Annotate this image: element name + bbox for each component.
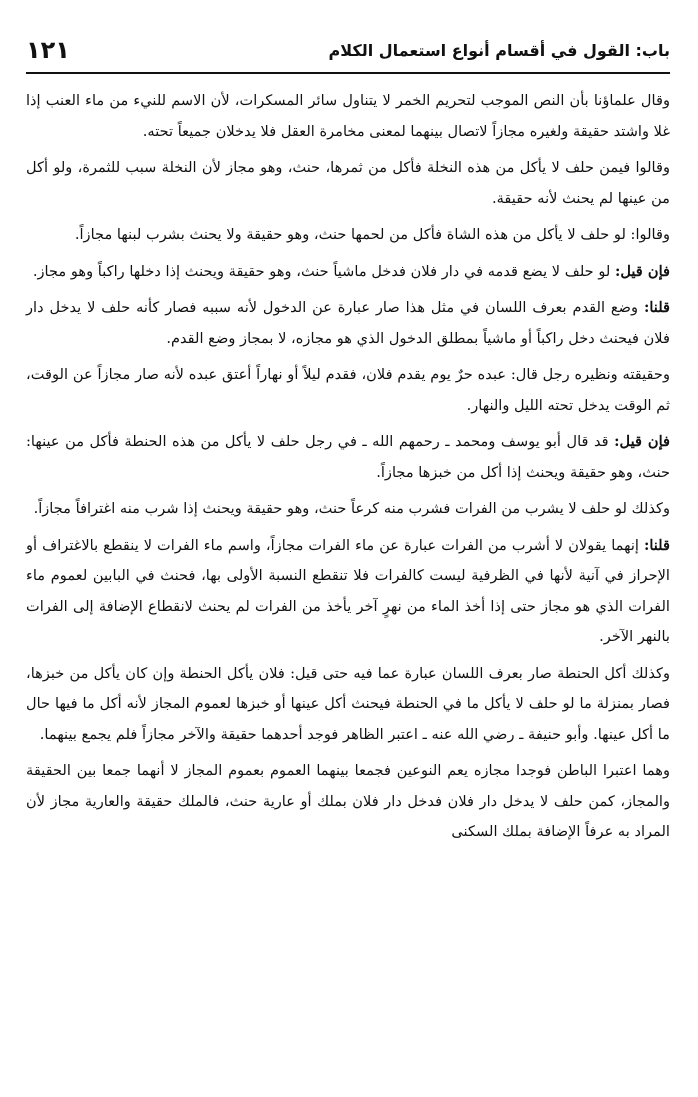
page-body: [26, 86, 670, 848]
paragraph-lead: قلنا:: [643, 536, 670, 554]
paragraph-text: وقالوا فيمن حلف لا يأكل من هذه النخلة فأكل من ثمرها، حنث، وهو مجاز لأن النخلة سبب للثمرة، ولو أكل من عينها لم يحنث لأنه حقيقة.: [26, 159, 670, 207]
page-number: ١٢١: [26, 36, 70, 64]
paragraph: [26, 427, 670, 488]
paragraph-text: لو حلف لا يضع قدمه في دار فلان فدخل ماشياً حنث، وهو حقيقة ويحنث إذا دخلها راكباً وهو مجاز.: [32, 262, 611, 280]
paragraph: [26, 531, 670, 653]
paragraph-text: قد قال أبو يوسف ومحمد ـ رحمهم الله ـ في رجل حلف لا يأكل من هذه الحنطة فأكل من عينها: حنث، وهو حقيقة ويحنث إذا أكل من خبزها مجازاً.: [26, 433, 670, 481]
paragraph-text: وحقيقته ونظيره رجل قال: عبده حرٌ يوم يقدم فلان، فقدم ليلاً أو نهاراً أعتق عبده لأنه صار مجازاً عن الوقت، ثم الوقت يدخل تحته الليل والنهار.: [26, 366, 670, 414]
paragraph: [26, 86, 670, 147]
paragraph-lead: فإن قيل:: [614, 433, 671, 450]
paragraph: [26, 220, 670, 251]
paragraph: [26, 153, 670, 214]
paragraph: [26, 494, 670, 525]
paragraph: [26, 257, 670, 288]
paragraph-text: وكذلك لو حلف لا يشرب من الفرات فشرب منه كرعاً حنث، وهو حقيقة ويحنث إذا شرب منه اغترافاً مجازاً.: [33, 500, 670, 517]
paragraph: [26, 659, 670, 751]
paragraph-text: وقالوا: لو حلف لا يأكل من هذه الشاة فأكل من لحمها حنث، وهو حقيقة ولا يحنث بشرب لبنها مجازاً.: [74, 226, 670, 243]
paragraph-text: وكذلك أكل الحنطة صار بعرف اللسان عبارة عما فيه حتى قيل: فلان يأكل الحنطة وإن كان يأكل من خبزها، فصار بمنزلة ما لو حلف لا يأكل ما في الحنطة فيحنث أكل عينها أو خبزها لعموم المجاز لأنه أكل ما فيها حال ما أكل عينها. وأبو حنيفة ـ رضي الله عنه ـ اعتبر الظاهر فوجد أحدهما حقيقة والآخر مجازاً فلم يجمع بينهما.: [26, 664, 670, 743]
page-header: [26, 30, 670, 74]
paragraph-text: وضع القدم بعرف اللسان في مثل هذا صار عبارة عن الدخول لأنه سببه فصار كأنه حلف لا يدخل دار فلان فيحنث دخل راكباً أو ماشياً بمطلق الدخول الذي هو مجازه، لا بمجاز وضع القدم.: [26, 299, 670, 347]
paragraph-text: إنهما يقولان لا أشرب من الفرات عبارة عن ماء الفرات مجازاً، واسم ماء الفرات لا ينقطع بالاغتراف أو الإحراز في آنية لأنها في الظرفية ليست كالفرات فلا تنقطع النسبة الأولى بها، فحنث في البابين لعموم ماء الفرات الذي هو مجاز حتى إذا أخذ الماء من نهرٍ آخر يأخذ من الفرات لم يحنث لانقطاع الإضافة إلى الفرات بالنهر الآخر.: [26, 536, 670, 645]
paragraph: [26, 360, 670, 421]
paragraph: [26, 293, 670, 354]
paragraph-lead: فإن قيل:: [614, 262, 670, 280]
paragraph: [26, 756, 670, 848]
chapter-title: باب: القول في أقسام أنواع استعمال الكلام: [328, 40, 670, 60]
paragraph-text: وهما اعتبرا الباطن فوجدا مجازه يعم النوعين فجمعا بينهما العموم بعموم المجاز لا أنهما جمعا بين الحقيقة والمجاز، كمن حلف لا يدخل دار فلان فدخل دار فلان بملك أو عارية حنث، فالملك حقيقة والعارية مجاز لأن المراد به عرفاً الإضافة بملك السكنى: [26, 762, 670, 840]
paragraph-text: وقال علماؤنا بأن النص الموجب لتحريم الخمر لا يتناول سائر المسكرات، لأن الاسم للنيء من ماء العنب إذا غلا واشتد حقيقة ولغيره مجازاً لاتصال بينهما لمعنى مخامرة العقل فلا يدخلان جميعاً تحته.: [26, 92, 670, 140]
book-page: [26, 30, 670, 1079]
paragraph-lead: قلنا:: [643, 299, 671, 316]
